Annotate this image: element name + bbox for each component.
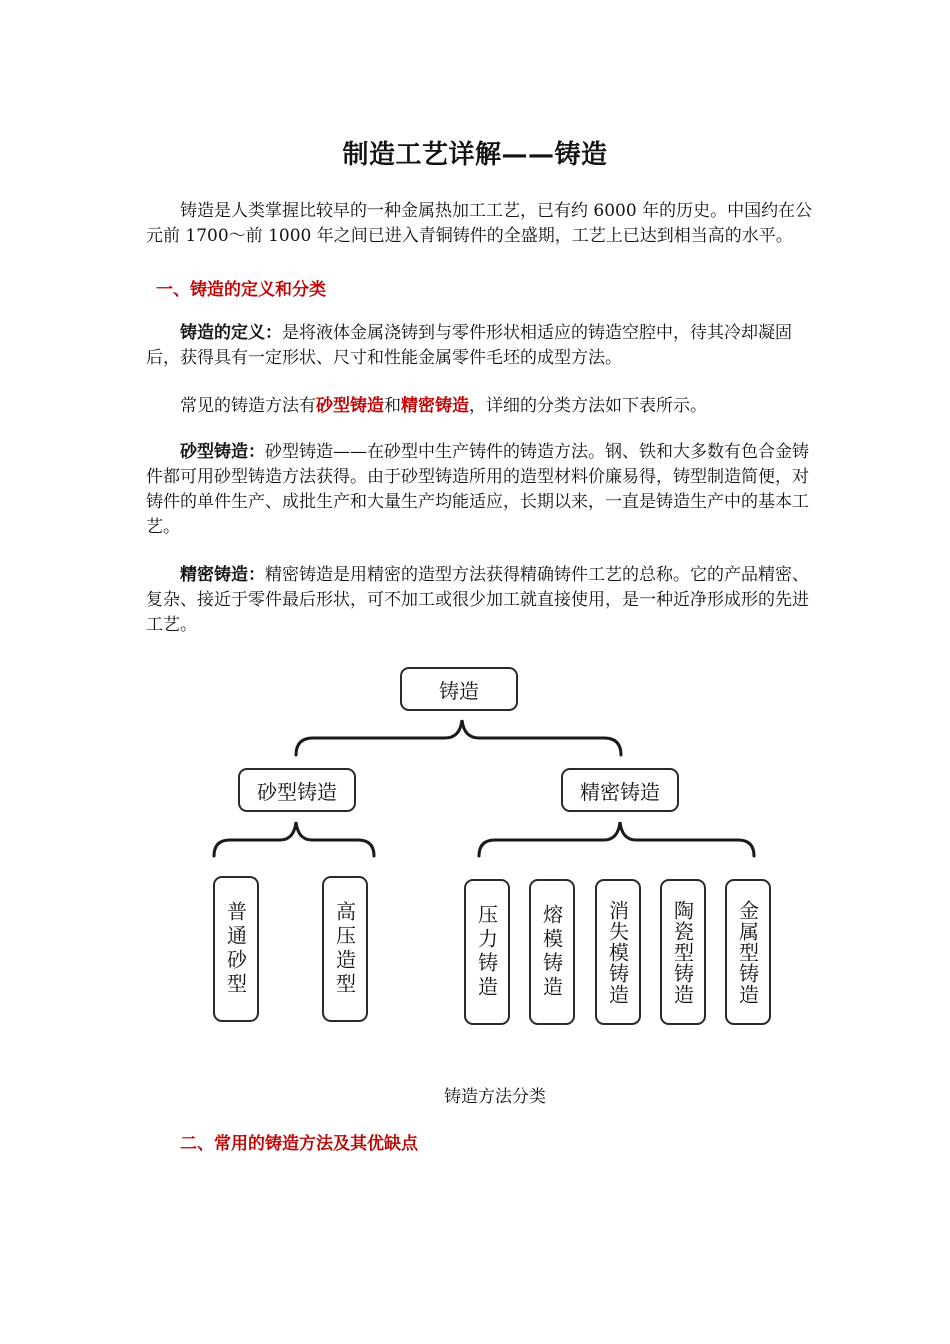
ceramic-mold-casting-node: 陶瓷型铸造 <box>660 879 706 1025</box>
sand-bracket <box>214 822 374 856</box>
definition-label: 铸造的定义： <box>180 323 282 343</box>
section2-heading: 二、常用的铸造方法及其优缺点 <box>180 1134 418 1154</box>
precision-casting-text: 精密铸造是用精密的造型方法获得精确铸件工艺的总称。它的产品精密、复杂、接近于零件最后形状，可不加工或很少加工就直接使用，是一种近净形成形的先进工艺。 <box>146 565 809 635</box>
sand-casting-term: 砂型铸造 <box>316 396 384 416</box>
common-methods-and: 和 <box>384 396 401 416</box>
common-methods-suffix: ，详细的分类方法如下表所示。 <box>469 396 707 416</box>
metal-mold-casting-node: 金属型铸造 <box>725 879 771 1025</box>
high-pressure-molding-node: 高压造型 <box>322 876 368 1022</box>
precision-bracket <box>479 822 754 856</box>
pressure-casting-node: 压力铸造 <box>464 879 510 1025</box>
precision-casting-node: 精密铸造 <box>561 768 679 812</box>
casting-classification-diagram <box>200 660 780 1040</box>
sand-casting-label: 砂型铸造： <box>180 442 265 462</box>
common-methods-prefix: 常见的铸造方法有 <box>180 396 316 416</box>
precision-casting-label: 精密铸造： <box>180 565 265 585</box>
sand-casting-node: 砂型铸造 <box>238 768 356 812</box>
precision-casting-paragraph <box>146 563 814 638</box>
definition-paragraph <box>146 321 814 371</box>
section1-heading: 一、铸造的定义和分类 <box>156 280 326 300</box>
ordinary-sand-node: 普通砂型 <box>213 876 259 1022</box>
sand-casting-paragraph <box>146 440 814 540</box>
investment-casting-node: 熔模铸造 <box>529 879 575 1025</box>
lost-foam-casting-node: 消失模铸造 <box>595 879 641 1025</box>
intro-paragraph: 铸造是人类掌握比较早的一种金属热加工工艺，已有约 6000 年的历史。中国约在公元前 1700～前 1000 年之间已进入青铜铸件的全盛期，工艺上已达到相当高的水平。 <box>146 201 813 246</box>
root-bracket <box>296 720 621 755</box>
definition-text: 是将液体金属浇铸到与零件形状相适应的铸造空腔中，待其冷却凝固后，获得具有一定形状、尺寸和性能金属零件毛坯的成型方法。 <box>146 323 792 368</box>
root-node: 铸造 <box>400 667 518 711</box>
common-methods-paragraph <box>146 394 814 419</box>
document-title: 制造工艺详解——铸造 <box>342 140 608 170</box>
precision-casting-term: 精密铸造 <box>401 396 469 416</box>
sand-casting-text: 砂型铸造——在砂型中生产铸件的铸造方法。钢、铁和大多数有色合金铸件都可用砂型铸造方法获得。由于砂型铸造所用的造型材料价廉易得，铸型制造简便，对铸件的单件生产、成批生产和大量生产均能适应，长期以来，一直是铸造生产中的基本工艺。 <box>146 442 809 537</box>
diagram-caption: 铸造方法分类 <box>444 1087 546 1107</box>
